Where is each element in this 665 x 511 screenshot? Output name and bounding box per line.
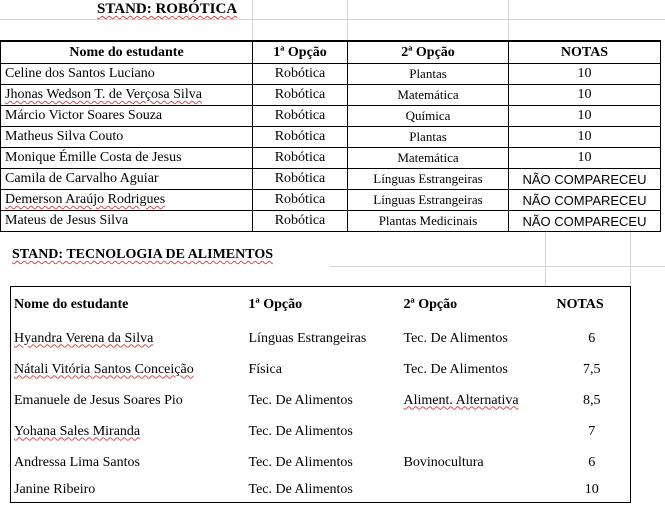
table-row <box>11 323 631 354</box>
grid-line <box>0 19 665 20</box>
cell-nota: NÃO COMPARECEU <box>509 190 661 211</box>
table-row <box>1 127 661 148</box>
grid-line <box>330 266 665 267</box>
cell-opcao1: Robótica <box>253 127 348 148</box>
cell-opcao1: Robótica <box>253 106 348 127</box>
robotica-table <box>0 40 661 232</box>
cell-opcao2: Línguas Estrangeiras <box>348 190 509 211</box>
cell-nome: Monique Émille Costa de Jesus <box>1 148 253 169</box>
cell-nome-text: Demerson Araújo Rodrigues <box>5 192 166 207</box>
cell-nome: Andressa Lima Santos <box>14 454 140 470</box>
stand-alimentos-title: STAND: TECNOLOGIA DE ALIMENTOS <box>12 247 274 262</box>
cell-nome-text: Jhonas Wedson T. de Verçosa Silva <box>5 87 202 102</box>
grid-line <box>630 230 631 286</box>
cell-opcao1: Tec. De Alimentos <box>248 423 353 439</box>
table-row <box>11 354 631 385</box>
cell-nome: Celine dos Santos Luciano <box>1 64 253 85</box>
cell-opcao1: Tec. De Alimentos <box>248 454 353 470</box>
table-row <box>1 106 661 127</box>
cell-opcao2: Plantas <box>348 64 509 85</box>
header-notas: NOTAS <box>556 297 604 312</box>
header-opcao2: 2ª Opção <box>403 297 458 312</box>
cell-nome-text: Yohana Sales Miranda <box>14 423 141 439</box>
cell-opcao2: Tec. De Alimentos <box>403 361 508 377</box>
cell-opcao2-text: Aliment. Alternativa <box>403 392 519 408</box>
cell-nota: 10 <box>584 482 599 497</box>
cell-nota: 7 <box>588 423 596 439</box>
cell-nome <box>11 323 246 354</box>
cell-nome: Janine Ribeiro <box>14 482 96 497</box>
cell-nome: Márcio Victor Soares Souza <box>1 106 253 127</box>
table-row <box>1 85 661 106</box>
cell-opcao2 <box>401 478 554 503</box>
cell-opcao1: Robótica <box>253 190 348 211</box>
grid-line <box>252 0 253 40</box>
header-nome: Nome do estudante <box>14 297 129 312</box>
cell-opcao1: Robótica <box>253 148 348 169</box>
table-row <box>11 447 631 478</box>
cell-nota: 10 <box>509 85 661 106</box>
table-row <box>1 64 661 85</box>
table-row <box>11 478 631 503</box>
table-row <box>11 385 631 416</box>
cell-nome <box>11 354 246 385</box>
table-row <box>11 416 631 447</box>
stand-robotica-title: STAND: ROBÓTICA <box>97 1 238 17</box>
cell-nome <box>11 416 246 447</box>
cell-opcao2: Matemática <box>348 85 509 106</box>
table-row <box>1 169 661 190</box>
cell-opcao2: Plantas Medicinais <box>348 211 509 232</box>
cell-opcao2: Plantas <box>348 127 509 148</box>
cell-nome-text: Hyandra Verena da Silva <box>14 330 154 346</box>
header-opcao1: 1ª Opção <box>248 297 303 312</box>
header-opcao2: 2ª Opção <box>348 41 509 64</box>
grid-line <box>508 0 509 40</box>
table-row <box>1 148 661 169</box>
cell-opcao1: Robótica <box>253 169 348 190</box>
cell-nota: 8,5 <box>583 392 601 408</box>
header-nome: Nome do estudante <box>1 41 253 64</box>
cell-nome: Matheus Silva Couto <box>1 127 253 148</box>
cell-nota: 7,5 <box>583 361 601 377</box>
cell-opcao2: Matemática <box>348 148 509 169</box>
cell-opcao2: Tec. De Alimentos <box>403 330 508 346</box>
cell-nome-text: Nátali Vitória Santos Conceição <box>14 361 194 377</box>
cell-nota: 10 <box>509 148 661 169</box>
cell-opcao1: Robótica <box>253 85 348 106</box>
cell-opcao1: Tec. De Alimentos <box>248 482 353 497</box>
cell-nota: 10 <box>509 64 661 85</box>
cell-nome <box>1 190 253 211</box>
cell-opcao2: Química <box>348 106 509 127</box>
alimentos-table <box>10 286 631 503</box>
cell-nome: Camila de Carvalho Aguiar <box>1 169 253 190</box>
grid-line <box>545 230 546 286</box>
cell-opcao1: Línguas Estrangeiras <box>248 330 367 346</box>
cell-opcao2 <box>401 385 554 416</box>
cell-opcao1: Tec. De Alimentos <box>248 392 353 408</box>
cell-nota: 10 <box>509 106 661 127</box>
cell-opcao1: Robótica <box>253 64 348 85</box>
cell-opcao2: Línguas Estrangeiras <box>348 169 509 190</box>
cell-nome <box>1 85 253 106</box>
cell-nome: Mateus de Jesus Silva <box>1 211 253 232</box>
table-header-row <box>1 41 661 64</box>
cell-nota: NÃO COMPARECEU <box>509 211 661 232</box>
table-row <box>1 190 661 211</box>
cell-nota: 6 <box>588 330 596 346</box>
cell-nota: 10 <box>509 127 661 148</box>
cell-opcao1: Robótica <box>253 211 348 232</box>
cell-opcao1: Física <box>248 361 282 377</box>
cell-opcao2 <box>401 416 554 447</box>
header-notas: NOTAS <box>509 41 661 64</box>
cell-nota: 6 <box>588 454 596 470</box>
cell-nota: NÃO COMPARECEU <box>509 169 661 190</box>
cell-opcao2: Bovinocultura <box>403 454 484 470</box>
cell-nome: Emanuele de Jesus Soares Pio <box>14 392 183 408</box>
table-row <box>1 211 661 232</box>
header-opcao1: 1ª Opção <box>253 41 348 64</box>
table-header-row <box>11 287 631 324</box>
grid-line <box>347 0 348 40</box>
